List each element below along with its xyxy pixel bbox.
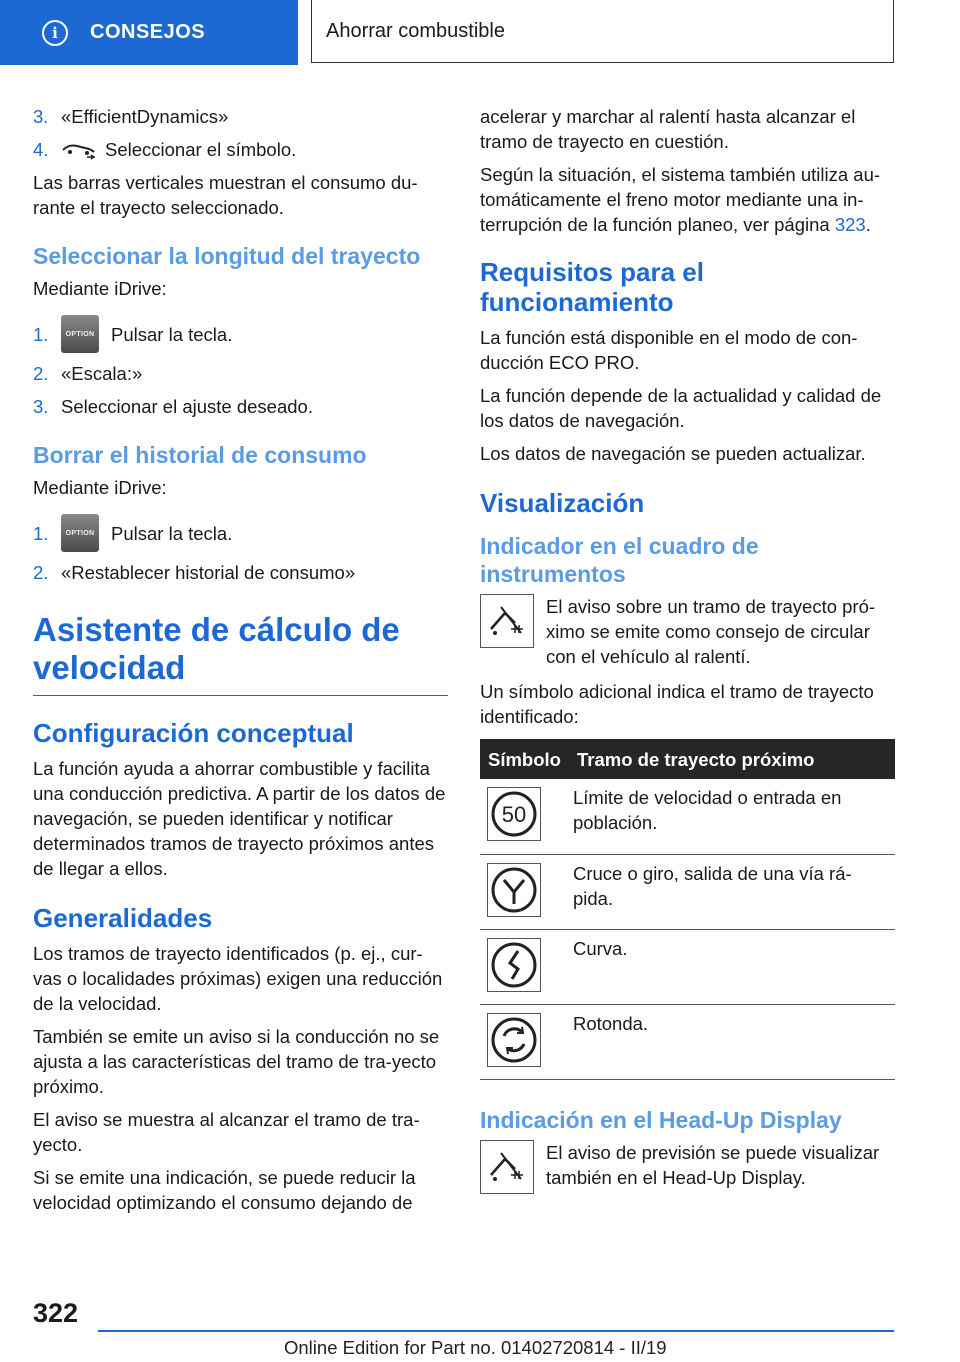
- heading-generalidades: Generalidades: [33, 903, 213, 933]
- paragraph: La función está disponible en el modo de con-ducción ECO PRO.: [480, 327, 858, 373]
- table-cell: [480, 779, 569, 854]
- footer-edition: Online Edition for Part no. 01402720814 - II/19: [284, 1337, 667, 1358]
- left-column: [33, 104, 448, 1223]
- table-row: [480, 1004, 895, 1079]
- curve-icon: [487, 938, 541, 992]
- page-number: 322: [33, 1298, 79, 1328]
- table-cell: [480, 1004, 569, 1079]
- table-row: [480, 929, 895, 1004]
- paragraph-text: Según la situación, el sistema también utiliza au-tomáticamente el freno motor mediante una in-terrupción de la función planeo, ver página: [480, 164, 881, 235]
- list-number: 3.: [33, 396, 49, 417]
- option-button-icon: OPTION: [61, 315, 99, 353]
- table-cell: Cruce o giro, salida de una vía rá-pida.: [569, 854, 895, 929]
- list-text: Pulsar la tecla.: [111, 522, 233, 544]
- table-cell: [480, 854, 569, 929]
- list-text: «Escala:»: [61, 363, 143, 384]
- heading-asistente: Asistente de cálculo de velocidad: [33, 611, 448, 696]
- list-item: [33, 137, 448, 162]
- paragraph: La función depende de la actualidad y calidad de los datos de navegación.: [480, 385, 882, 431]
- paragraph: El aviso se muestra al alcanzar el tramo de tra-yecto.: [33, 1109, 420, 1155]
- paragraph: Mediante iDrive:: [33, 278, 167, 299]
- list-number: 4.: [33, 139, 49, 160]
- paragraph: También se emite un aviso si la conducción no se ajusta a las características del tramo de tra-yecto próximo.: [33, 1026, 440, 1097]
- table-cell: Curva.: [569, 929, 895, 1004]
- heading-visualizacion: Visualización: [480, 488, 645, 518]
- footer-divider: [98, 1330, 894, 1332]
- paragraph-text: .: [865, 214, 871, 235]
- paragraph: El aviso de previsión se puede visualizar también en el Head-Up Display.: [546, 1141, 880, 1188]
- heading-longitud: Seleccionar la longitud del trayecto: [33, 243, 421, 269]
- paragraph: Los datos de navegación se pueden actualizar.: [480, 443, 866, 464]
- right-column: [480, 104, 895, 1194]
- paragraph: Mediante iDrive:: [33, 477, 167, 498]
- paragraph: [480, 162, 895, 237]
- hud-row: [480, 1140, 895, 1194]
- table-cell: Límite de velocidad o entrada en población.: [569, 779, 895, 854]
- indicator-row: [480, 594, 895, 669]
- heading-config: Configuración conceptual: [33, 718, 354, 748]
- paragraph: Un símbolo adicional indica el tramo de trayecto identificado:: [480, 681, 874, 727]
- coasting-icon: [480, 594, 534, 648]
- option-button-icon: OPTION: [61, 514, 99, 552]
- list-number: 2.: [33, 363, 49, 384]
- paragraph: Las barras verticales muestran el consumo du-rante el trayecto seleccionado.: [33, 172, 418, 218]
- roundabout-icon: [487, 1013, 541, 1067]
- heading-hud: Indicación en el Head-Up Display: [480, 1106, 842, 1133]
- speed-limit-50-icon: [487, 787, 541, 841]
- list-text: «Restablecer historial de consumo»: [61, 562, 356, 583]
- list-number: 3.: [33, 106, 49, 127]
- coasting-icon: [480, 1140, 534, 1194]
- table-row: [480, 854, 895, 929]
- section-tab[interactable]: [0, 0, 298, 65]
- symbol-table: [480, 739, 895, 1080]
- table-cell: [480, 929, 569, 1004]
- junction-icon: [487, 863, 541, 917]
- list-number: 2.: [33, 562, 49, 583]
- list-number: 1.: [33, 323, 49, 345]
- paragraph: Los tramos de trayecto identificados (p. ej., cur-vas o localidades próximas) exigen una reducción de la velocidad.: [33, 943, 443, 1014]
- table-row: [480, 779, 895, 854]
- info-icon: i: [42, 20, 68, 46]
- list-text: Pulsar la tecla.: [111, 323, 233, 345]
- list-item: [33, 104, 448, 129]
- paragraph: El aviso sobre un tramo de trayecto pró-ximo se emite como consejo de circular con el vehículo al ralentí.: [546, 596, 876, 667]
- heading-requisitos: Requisitos para el funcionamiento: [480, 257, 704, 317]
- page-title: Ahorrar combustible: [311, 0, 894, 63]
- paragraph: acelerar y marchar al ralentí hasta alcanzar el tramo de trayecto en cuestión.: [480, 106, 856, 152]
- list-item: [33, 394, 448, 419]
- table-header-row: [480, 739, 895, 779]
- list-item: [33, 361, 448, 386]
- heading-indicador: Indicador en el cuadro de instrumentos: [480, 533, 759, 587]
- paragraph: Si se emite una indicación, se puede reducir la velocidad optimizando el consumo dejando de: [33, 1167, 416, 1213]
- section-label: CONSEJOS: [90, 21, 206, 43]
- speed-limit-value: 50: [501, 802, 527, 827]
- paragraph: La función ayuda a ahorrar combustible y facilita una conducción predictiva. A partir de los datos de navegación, se pueden identificar y notificar determinados tramos de trayecto próximos antes de llegar a ellos.: [33, 758, 446, 879]
- list-text: «EfficientDynamics»: [61, 106, 229, 127]
- list-text: Seleccionar el ajuste deseado.: [61, 396, 313, 417]
- car-arrow-icon: [61, 140, 97, 160]
- list-text: Seleccionar el símbolo.: [105, 139, 297, 160]
- heading-borrar: Borrar el historial de consumo: [33, 442, 367, 468]
- list-item: [33, 560, 448, 585]
- table-header: Símbolo: [480, 739, 569, 779]
- table-header: Tramo de trayecto próximo: [569, 739, 895, 779]
- list-number: 1.: [33, 522, 49, 544]
- list-item: [33, 315, 448, 353]
- list-item: [33, 514, 448, 552]
- table-cell: Rotonda.: [569, 1004, 895, 1079]
- page-link[interactable]: 323: [834, 214, 866, 235]
